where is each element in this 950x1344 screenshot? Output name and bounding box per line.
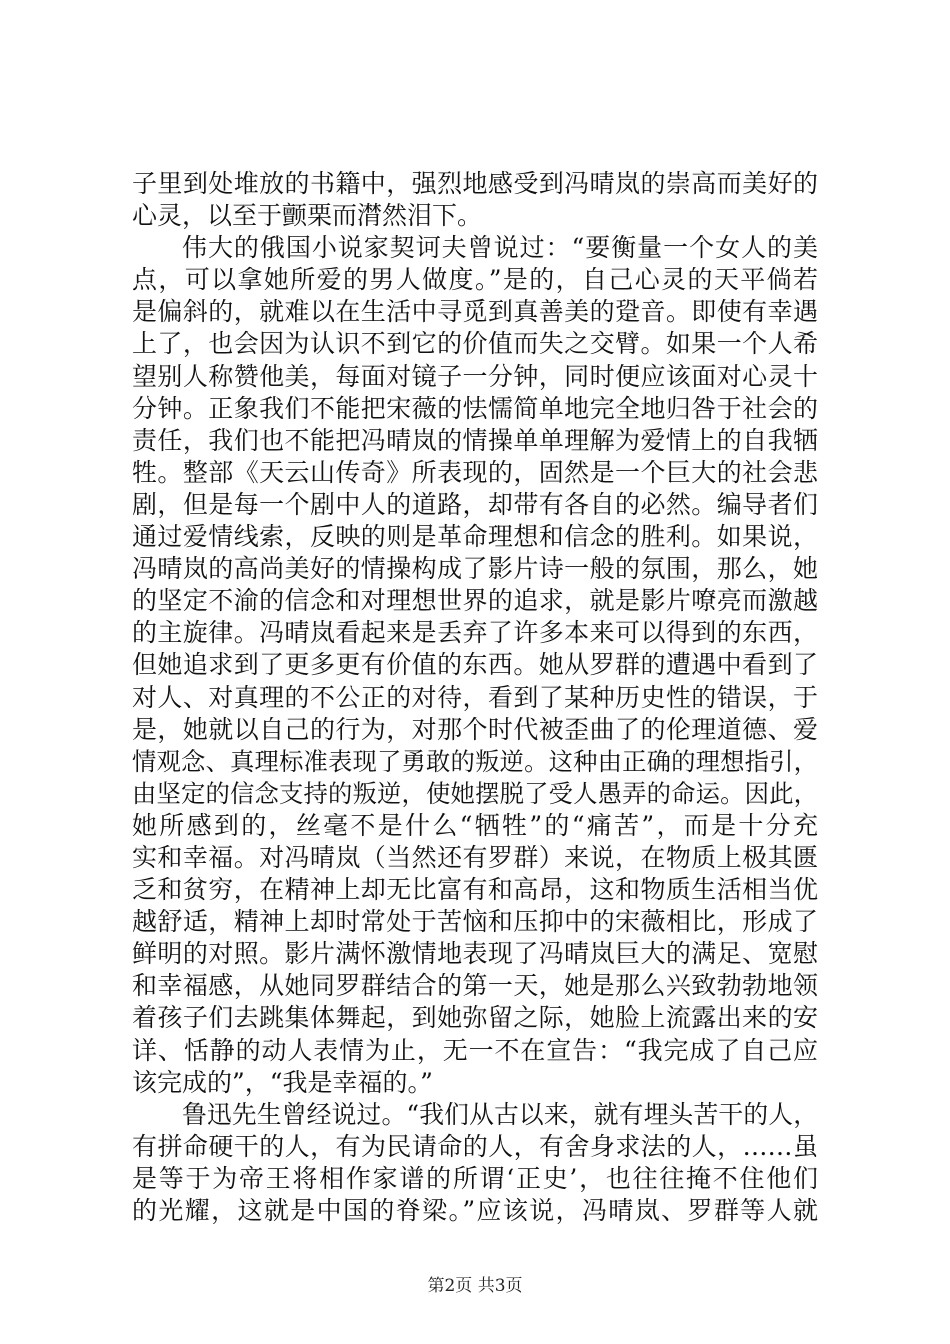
text-line: 是偏斜的，就难以在生活中寻觅到真善美的跫音。即使有幸遇 <box>132 297 818 327</box>
text-line: 上了，也会因为认识不到它的价值而失之交臂。如果一个人希 <box>132 329 818 359</box>
text-line: 着孩子们去跳集体舞起，到她弥留之际，她脸上流露出来的安 <box>132 1003 818 1033</box>
text-line: 和幸福感，从她同罗群结合的第一天，她是那么兴致勃勃地领 <box>132 971 818 1001</box>
page-number-footer: 第2页 共3页 <box>427 1276 523 1296</box>
text-line: 分钟。正象我们不能把宋薇的怯懦简单地完全地归咎于社会的 <box>132 393 818 423</box>
text-line: 望别人称赞他美，每面对镜子一分钟，同时便应该面对心灵十 <box>132 361 818 391</box>
text-line: 冯晴岚的高尚美好的情操构成了影片诗一般的氛围，那么，她 <box>132 554 818 584</box>
text-line: 对人、对真理的不公正的对待，看到了某种历史性的错误，于 <box>132 682 818 712</box>
text-line: 情观念、真理标准表现了勇敢的叛逆。这种由正确的理想指引， <box>132 746 818 776</box>
text-line: 详、恬静的动人表情为止，无一不在宣告：“我完成了自己应 <box>132 1035 818 1065</box>
text-line: 越舒适，精神上却时常处于苦恼和压抑中的宋薇相比，形成了 <box>132 907 818 937</box>
text-line: 的光耀，这就是中国的脊梁。”应该说，冯晴岚、罗群等人就 <box>132 1196 818 1225</box>
body-text <box>132 168 818 1227</box>
text-line: 责任，我们也不能把冯晴岚的情操单单理解为爱情上的自我牺 <box>132 425 818 455</box>
text-line: 该完成的”，“我是幸福的。” <box>132 1067 433 1097</box>
text-line: 但她追求到了更多更有价值的东西。她从罗群的遭遇中看到了 <box>132 650 818 680</box>
text-line: 是等于为帝王将相作家谱的所谓‘正史’，也往往掩不住他们 <box>132 1163 818 1193</box>
text-line: 的坚定不渝的信念和对理想世界的追求，就是影片嘹亮而激越 <box>132 586 818 616</box>
text-line: 由坚定的信念支持的叛逆，使她摆脱了受人愚弄的命运。因此， <box>132 778 818 808</box>
paragraph-start-line: 伟大的俄国小说家契诃夫曾说过：“要衡量一个女人的美 <box>182 233 818 263</box>
text-line: 鲜明的对照。影片满怀激情地表现了冯晴岚巨大的满足、宽慰 <box>132 939 818 969</box>
paragraph-start-line: 鲁迅先生曾经说过。“我们从古以来，就有埋头苦干的人， <box>182 1099 818 1129</box>
text-line: 实和幸福。对冯晴岚（当然还有罗群）来说，在物质上极其匮 <box>132 842 818 872</box>
text-line: 乏和贫穷，在精神上却无比富有和高昂，这和物质生活相当优 <box>132 875 818 905</box>
text-line: 剧，但是每一个剧中人的道路，却带有各自的必然。编导者们 <box>132 489 818 519</box>
text-line: 通过爱情线索，反映的则是革命理想和信念的胜利。如果说， <box>132 522 818 552</box>
text-line: 牲。整部《天云山传奇》所表现的，固然是一个巨大的社会悲 <box>132 457 818 487</box>
text-line: 的主旋律。冯晴岚看起来是丢弃了许多本来可以得到的东西， <box>132 618 818 648</box>
text-line: 子里到处堆放的书籍中，强烈地感受到冯晴岚的崇高而美好的 <box>132 169 818 198</box>
text-line: 她所感到的，丝毫不是什么“牺牲”的“痛苦”，而是十分充 <box>132 810 818 840</box>
text-line: 心灵，以至于颤栗而潸然泪下。 <box>132 201 483 231</box>
text-line: 是，她就以自己的行为，对那个时代被歪曲了的伦理道德、爱 <box>132 714 818 744</box>
text-line: 点，可以拿她所爱的男人做度。”是的，自己心灵的天平倘若 <box>132 265 818 295</box>
text-line: 有拼命硬干的人，有为民请命的人，有舍身求法的人，……虽 <box>132 1131 818 1161</box>
